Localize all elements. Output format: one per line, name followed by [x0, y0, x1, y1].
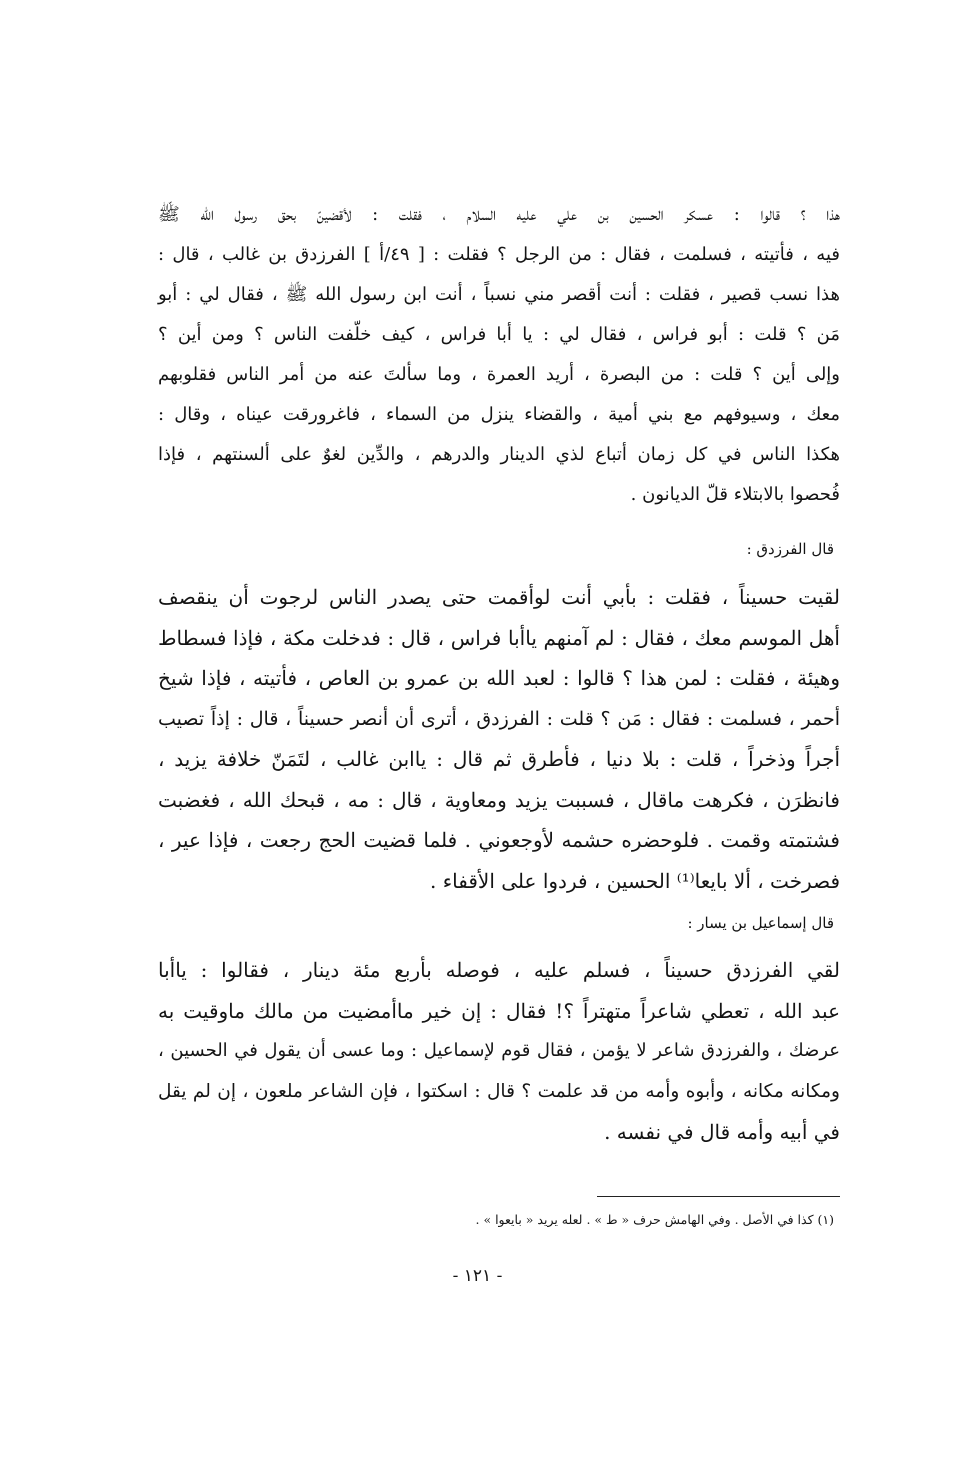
text-line: وإلى أين ؟ قلت : من البصرة ، أريد العمرة ، وما سألتَ عنه من أمر الناس فقلوبهم [158, 364, 840, 385]
text-line: فصرخت ، ألا بايعا⁽¹⁾ الحسين ، فردوا على الأقفاء . [430, 868, 840, 893]
text-line: فُحصوا بالابتلاء قلّ الديانون . [630, 484, 840, 505]
text-line: وهيئة ، فقلت : لمن هذا ؟ قالوا : لعبد الله بن عمرو بن العاص ، فأتيته ، فإذا شيخ [158, 666, 841, 690]
footnote-divider [597, 1196, 840, 1197]
paragraph-2 [158, 577, 840, 901]
page-number: - ١٢١ - [452, 1266, 503, 1286]
text-line: لقيت حسيناً ، فقلت : بأبي أنت لوأقمت حتى يصدر الناس لرجوت أن ينقصف [158, 585, 840, 609]
text-line: فيه ، فأتيته ، فسلمت ، فقال : من الرجل ؟ فقلت : [ ٤٩/أ ] الفرزدق بن غالب ، قال : [158, 244, 840, 265]
paragraph-1 [158, 195, 840, 515]
text-line: أهل الموسم معك ، فقال : لم آمنهم ياأبا فراس ، قال : فدخلت مكة ، فإذا فسطاط [158, 625, 840, 650]
paragraph-3 [158, 950, 840, 1153]
footnote: (١) كذا في الأصل . وفي الهامش حرف « ط » . لعله يريد « بايعوا » . [475, 1212, 834, 1227]
text-line: ومكانه مكانه ، وأبوه وأمه من قد علمت ؟ قال : اسكتوا ، فإن الشاعر ملعون ، إن لم يقل [158, 1080, 840, 1102]
text-line: أحمر ، فسلمت : فقال : مَن ؟ قلت : الفرزدق ، أترى أن أنصر حسيناً ، قال : إذاً تصيب [158, 707, 840, 730]
text-line: معك ، وسيوفهم مع بني أمية ، والقضاء ينزل من السماء ، فاغرورقت عيناه ، وقال : [158, 404, 840, 425]
text-line: في أبيه وأمه قال في نفسه . [604, 1120, 840, 1144]
text-line: هذا ؟ قالوا : عسكر الحسين بن علي عليه السلام ، فقلت : لأقضينّ بحق رسول الله ﷺ [158, 204, 840, 225]
text-line: فشتمته وقمت . فلوحضره حشمه لأوجعوني . فلما قضيت الحج رجعت ، فإذا عير ، [158, 828, 840, 852]
text-line: عبد الله ، تعطي شاعراً متهتراً ؟! فقال : إن خير ماأمضيت من مالك ماوقيت به [158, 998, 840, 1023]
text-line: لقي الفرزدق حسيناً ، فسلم عليه ، فوصله بأربع مئة دينار ، فقالوا : ياأبا [158, 958, 840, 982]
text-line: فانظرَن ، فكرهت ماقال ، فسببت يزيد ومعاوية ، قال : مه ، قبحك الله ، فغضبت [158, 787, 840, 812]
text-line: أجراً وذخراً ، قلت : بلا دنيا ، فأطرق ثم قال : ياابن غالب ، لتَمَنّ خلافة يزيد ، [158, 747, 840, 771]
section-heading-ismail: قال إسماعيل بن يسار : [687, 914, 834, 932]
text-line: هكذا الناس في كل زمان أتباع لذي الدينار والدرهم ، والدِّين لغوٌ على ألسنتهم ، فإذا [158, 444, 840, 465]
text-line: عرضك ، والفرزدق شاعر لا يؤمن ، فقال قوم لإسماعيل : وما عسى أن يقول في الحسين ، [158, 1040, 840, 1061]
section-heading-farazdaq: قال الفرزدق : [746, 540, 834, 558]
text-line: مَن ؟ قلت : أبو فراس ، فقال لي : يا أبا فراس ، كيف خلّفت الناس ؟ ومن أين ؟ [158, 324, 840, 345]
text-line: هذا نسب قصير ، فقلت : أنت أقصر مني نسباً ، أنت ابن رسول الله ﷺ ، فقال لي : أبو [158, 284, 840, 305]
